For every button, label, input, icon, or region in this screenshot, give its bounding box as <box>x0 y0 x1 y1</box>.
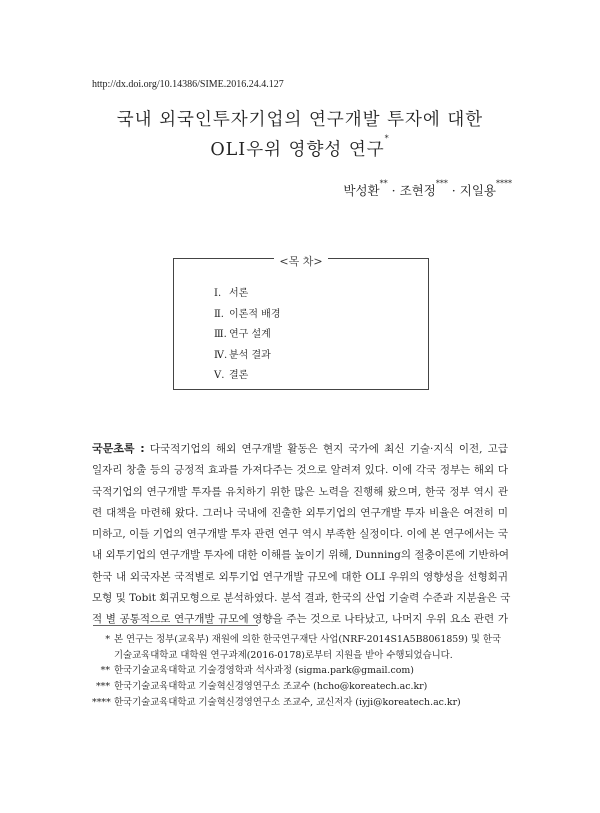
abstract-line: 내 외투기업의 연구개발 투자에 대한 이해를 높이기 위해, Dunning의 절충이론에 기반하여 <box>92 549 509 562</box>
author-name: 지일용 <box>459 183 496 198</box>
abstract-line: 련 대책을 마련해 왔다. 그러나 국내에 진출한 외투기업의 연구개발 투자 비율은 여전히 미 <box>92 506 508 519</box>
footnote-divider <box>93 625 258 626</box>
abstract-line: 미하고, 이들 기업의 연구개발 투자 관련 연구 역시 부족한 실정이다. 이에 본 연구에서는 국 <box>92 528 508 541</box>
footnote-text: 본 연구는 정부(교육부) 재원에 의한 한국연구재단 사업(NRF-2014S1A5B8061859) 및 한국 <box>114 634 502 645</box>
footnote-mark: * <box>105 634 110 645</box>
abstract-line: 모형 및 Tobit 회귀모형으로 분석하였다. 분석 결과, 한국의 산업 기술력 수준과 지분율은 국 <box>92 592 511 605</box>
toc-heading: <목 차> <box>274 255 327 268</box>
author-footnote-mark: ** <box>379 179 388 188</box>
toc-item-label: 서론 <box>229 288 249 299</box>
author-name: 조현정 <box>399 183 436 198</box>
footnote-mark: ** <box>100 665 110 676</box>
footnote-line <box>92 663 532 679</box>
footnote <box>92 632 532 664</box>
korean-abstract <box>92 442 511 634</box>
footnote-mark: **** <box>92 697 111 708</box>
toc-item-label: 이론적 배경 <box>229 308 281 320</box>
toc-item-number: Ⅰ. <box>214 288 222 299</box>
footnote <box>92 663 532 679</box>
abstract-line: 일자리 창출 등의 긍정적 효과를 가져다주는 것으로 알려져 있다. 이에 각국 정부는 해외 다 <box>92 464 508 477</box>
toc-item-label: 연구 설계 <box>229 329 271 340</box>
author-list <box>343 181 512 199</box>
abstract-line-text: 다국적기업의 해외 연구개발 활동은 현지 국가에 최신 기술·지식 이전, 고급 <box>149 443 508 455</box>
footnote <box>92 695 532 711</box>
footnote-text: 한국기술교육대학교 기술혁신경영연구소 조교수 (hcho@koreatech.ac.kr) <box>114 681 428 692</box>
toc-item <box>214 328 280 349</box>
toc-item <box>214 369 280 390</box>
table-of-contents <box>173 255 429 390</box>
toc-item <box>214 349 280 370</box>
footnote-line <box>92 695 532 711</box>
footnote-text: 한국기술교육대학교 기술경영학과 석사과정 (sigma.park@gmail.com) <box>114 665 414 676</box>
author-footnote-mark: **** <box>496 179 512 188</box>
toc-item <box>214 308 280 329</box>
author-footnote-mark: *** <box>435 179 448 188</box>
toc-item-label: 분석 결과 <box>229 349 271 361</box>
toc-item-number: Ⅴ. <box>214 370 225 381</box>
title-footnote-mark: * <box>384 134 390 143</box>
toc-item-label: 결론 <box>229 370 249 381</box>
footnote-mark: *** <box>95 681 110 692</box>
footnote-line <box>92 679 532 695</box>
paper-title-line-1: 국내 외국인투자기업의 연구개발 투자에 대한 <box>116 110 484 130</box>
footnote-line <box>92 632 532 648</box>
toc-item-number: Ⅲ. <box>214 329 227 340</box>
author-name: 박성환 <box>343 183 380 198</box>
author-separator: · <box>451 183 456 198</box>
toc-heading-wrap <box>174 250 428 269</box>
toc-list <box>214 287 280 390</box>
author-separator: · <box>391 183 396 198</box>
abstract-line <box>92 442 508 463</box>
abstract-line: 국적기업의 연구개발 투자를 유치하기 위한 많은 노력을 진행해 왔으며, 한국 정부 역시 관 <box>92 485 508 498</box>
abstract-line: 한국 내 외국자본 국적별로 외투기업 연구개발 규모에 대한 OLI 우위의 영향성을 선형회귀 <box>92 570 508 583</box>
abstract-label: 국문초록 : <box>92 442 145 455</box>
toc-item <box>214 287 280 308</box>
footnote-continuation: 기술교육대학교 대학원 연구과제(2016-0178)로부터 지원을 받아 수행되었습니다. <box>114 650 453 661</box>
footnote <box>92 679 532 695</box>
paper-title-line-2 <box>0 136 600 161</box>
doi-link[interactable]: http://dx.doi.org/10.14386/SIME.2016.24.4.127 <box>92 79 284 90</box>
paper-title-line-2-text: OLI우위 영향성 연구 <box>210 140 385 160</box>
toc-item-number: Ⅳ. <box>214 349 228 361</box>
toc-item-number: Ⅱ. <box>214 308 224 320</box>
footnote-text: 한국기술교육대학교 기술혁신경영연구소 조교수, 교신저자 (iyji@koreatech.ac.kr) <box>114 697 461 708</box>
abstract-line: 적 별 공통적으로 연구개발 규모에 영향을 주는 것으로 나타났고, 나머지 우위 요소 관련 가 <box>92 613 508 626</box>
